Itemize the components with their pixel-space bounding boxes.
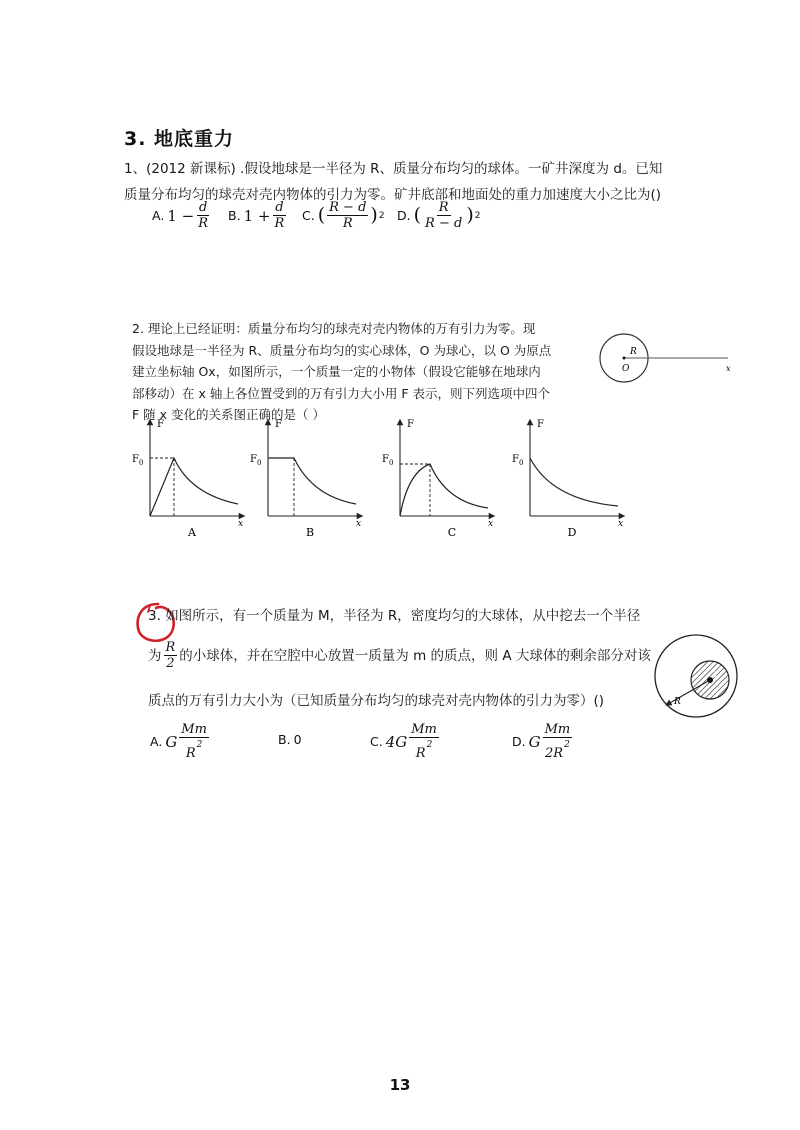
open-paren: ( [413, 204, 422, 226]
close-paren: ) [466, 204, 474, 226]
q1-option-a-label: A. [152, 208, 165, 223]
q1-option-c[interactable] [302, 200, 385, 231]
q3-line-3: 质点的万有引力大小为（已知质量分布均匀的球壳对壳内物体的引力为零）() [148, 693, 605, 709]
graph-d[interactable] [512, 419, 623, 529]
q2-line-1: 2. 理论上已经证明：质量分布均匀的球壳对壳内物体的万有引力为零。现 [132, 321, 536, 336]
fraction-numerator: R − d [329, 200, 367, 215]
q3-line-2-text: 的小球体，并在空腔中心放置一质量为 m 的质点，则 A 大球体的剩余部分对该 [179, 647, 651, 664]
q1-option-d-exponent: 2 [474, 210, 481, 221]
den-exponent: 2 [564, 740, 570, 750]
q1-option-d-fraction [423, 200, 464, 231]
q1-option-c-label: C. [302, 208, 315, 223]
den-exponent: 2 [426, 740, 433, 750]
fraction-denominator: R [274, 216, 285, 231]
q3-option-d-fraction [543, 722, 573, 761]
fraction-numerator: d [275, 200, 284, 215]
fraction-numerator: R [438, 200, 449, 215]
graph-c-curve [400, 464, 488, 516]
graph-d-curve [530, 458, 618, 506]
f-axis-label: F [157, 419, 164, 430]
den-exponent: 2 [196, 740, 203, 750]
q3-option-a[interactable] [150, 722, 211, 761]
graph-a[interactable] [132, 419, 243, 529]
f0-label: $F_0$ [132, 454, 144, 467]
q3-option-b-value: 0 [293, 732, 302, 747]
open-paren: ( [317, 204, 326, 226]
q1-option-a-prefix: 1 − [167, 206, 195, 225]
q3-option-a-fraction [179, 722, 209, 761]
graph-b[interactable] [250, 419, 361, 529]
q3-number: 3. [148, 608, 161, 624]
q3-line-2-prefix: 为 [148, 647, 162, 664]
question-2 [132, 318, 592, 426]
q3-option-c-coef: 4G [385, 732, 408, 751]
point-label: A [712, 671, 718, 679]
q2-line-3: 建立坐标轴 Ox，如图所示，一个质量一定的小物体（假设它能够在地球内 [132, 364, 541, 379]
q1-option-a-fraction [196, 200, 210, 231]
q3-radius-fraction [164, 640, 178, 671]
x-axis-label: x [356, 519, 362, 529]
q3-line-1: 如图所示，有一个质量为 M，半径为 R，密度均匀的大球体，从中挖去一个半径 [165, 608, 641, 624]
q1-option-c-fraction [327, 200, 368, 231]
q1-option-d-label: D. [397, 208, 411, 223]
q1-option-d[interactable] [397, 200, 480, 231]
q2-line-5: F 随 x 变化的关系图正确的是（ ） [132, 407, 325, 422]
fraction-denominator: R − d [425, 216, 463, 231]
x-label: x [726, 364, 731, 373]
q3-option-b-label: B. [278, 732, 291, 747]
fraction-denominator [543, 738, 572, 761]
q1-options [152, 200, 672, 250]
q3-option-d-label: D. [512, 734, 526, 749]
question-3-line-1 [148, 606, 648, 626]
x-axis-label: x [488, 519, 494, 529]
graph-a-caption: A [188, 526, 196, 539]
fraction-numerator: Mm [544, 722, 571, 737]
q2-graphs [130, 416, 650, 540]
q1-option-b-fraction [272, 200, 286, 231]
f0-label: $F_0$ [250, 454, 262, 467]
graph-b-caption: B [305, 526, 315, 539]
q2-earth-diagram [596, 330, 736, 390]
q1-option-b-prefix: 1 + [243, 206, 271, 225]
q3-option-a-label: A. [150, 734, 163, 749]
f0-label: $F_0$ [382, 454, 394, 467]
fraction-denominator [184, 738, 205, 761]
f-axis-label: F [275, 419, 282, 430]
f-axis-label: F [537, 419, 544, 430]
q1-option-a[interactable] [152, 200, 212, 231]
graph-a-curve [150, 458, 238, 516]
center-point [623, 357, 626, 360]
fraction-denominator: R [198, 216, 208, 231]
q3-option-b[interactable] [278, 732, 302, 747]
origin-label: O [622, 364, 630, 374]
q3-sphere-diagram [652, 632, 740, 720]
radius-label: R [630, 347, 637, 357]
page-number: 13 [389, 1076, 411, 1094]
f-axis-label: F [407, 419, 414, 430]
den-base: 2R [545, 746, 564, 761]
q2-line-4: 部移动）在 x 轴上各位置受到的万有引力大小用 F 表示，则下列选项中四个 [132, 385, 550, 401]
graph-c[interactable] [382, 419, 493, 529]
q3-option-d-coef: G [528, 732, 541, 751]
f0-label: $F_0$ [512, 454, 524, 467]
q1-option-c-exponent: 2 [378, 210, 385, 221]
graph-d-caption: D [567, 526, 577, 539]
fraction-numerator: R [165, 640, 176, 655]
close-paren: ) [370, 204, 378, 226]
q3-option-a-coef: G [165, 732, 178, 751]
fraction-numerator: Mm [181, 722, 207, 737]
q3-option-c[interactable] [370, 722, 441, 761]
q1-line-1: 1、(2012 新课标) .假设地球是一半径为 R、质量分布均匀的球体。一矿井深度为 d。已知 [124, 161, 663, 177]
fraction-denominator: 2 [166, 656, 175, 671]
fraction-denominator [414, 738, 435, 761]
den-base: R [185, 746, 196, 761]
fraction-numerator: d [198, 200, 208, 215]
graph-c-caption: C [447, 526, 457, 539]
q1-option-b-label: B. [228, 208, 241, 223]
x-axis-label: x [238, 519, 244, 529]
q3-option-c-fraction [409, 722, 439, 761]
den-base: R [415, 746, 426, 761]
graph-b-curve [268, 458, 356, 504]
q2-line-2: 假设地球是一半径为 R、质量分布均匀的实心球体，O 为球心，以 O 为原点 [132, 342, 552, 358]
fraction-denominator: R [342, 216, 353, 231]
q1-option-b[interactable] [228, 200, 288, 231]
fraction-numerator: Mm [411, 722, 437, 737]
x-axis-label: x [618, 519, 624, 529]
section-heading: 3. 地底重力 [124, 128, 235, 150]
question-3-line-2 [148, 640, 668, 671]
q3-option-d[interactable] [512, 722, 574, 761]
q3-options [150, 722, 670, 768]
q1-line-2: 质量分布均匀的球壳对壳内物体的引力为零。矿井底部和地面处的重力加速度大小之比为() [124, 187, 662, 203]
radius-label: R [674, 697, 681, 707]
q3-option-c-label: C. [370, 734, 383, 749]
